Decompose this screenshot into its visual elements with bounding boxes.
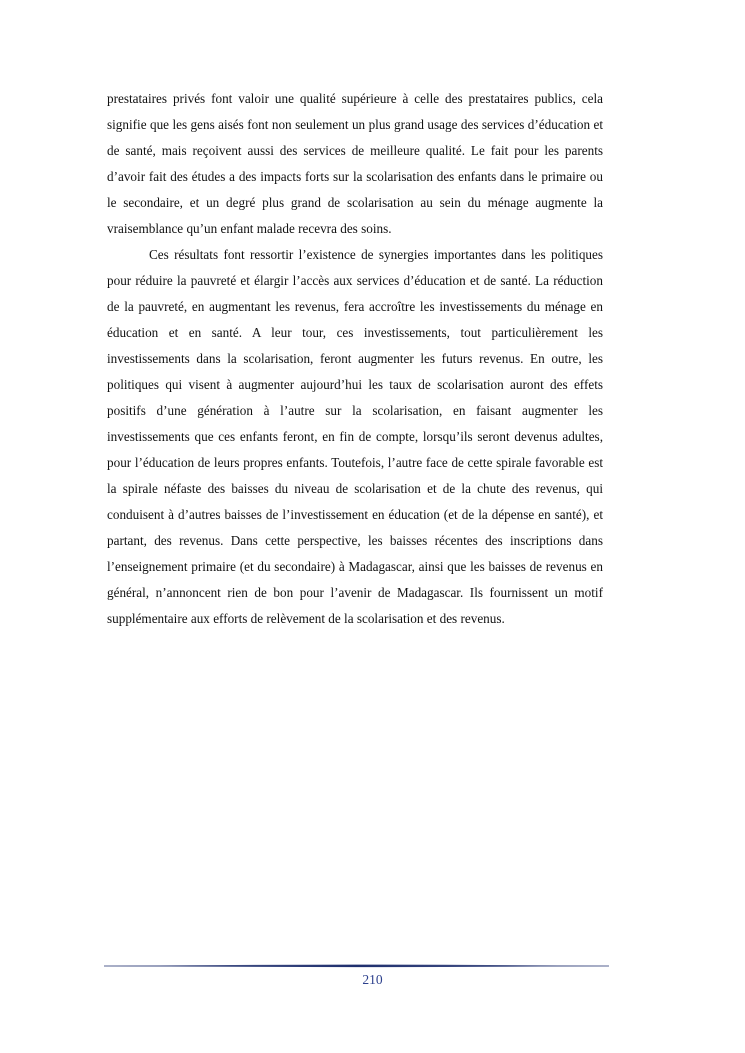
paragraph-continued: prestataires privés font valoir une qualité supérieure à celle des prestataires publics, cela signifie que les gens aisés font non seulement un plus grand usage des services d’éducation et de santé, mais reçoivent aussi des services de meilleure qualité. Le fait pour les parents d’avoir fait des études a des impacts forts sur la scolarisation des enfants dans le primaire ou le secondaire, et un degré plus grand de scolarisation au sein du ménage augmente la vraisemblance qu’un enfant malade recevra des soins. [107,91,603,236]
paragraph-synergies: Ces résultats font ressortir l’existence de synergies importantes dans les politiques pour réduire la pauvreté et élargir l’accès aux services d’éducation et de santé. La réduction de la pauvreté, en augmentant les revenus, fera accroître les investissements du ménage en éducation et en santé. A leur tour, ces investissements, tout particulièrement les investissements dans la scolarisation, feront augmenter les futurs revenus. En outre, les politiques qui visent à augmenter aujourd’hui les taux de scolarisation auront des effets positifs d’une génération à l’autre sur la scolarisation, en faisant augmenter les investissements que ces enfants feront, en fin de compte, lorsqu’ils seront devenus adultes, pour l’éducation de leurs propres enfants. Toutefois, l’autre face de cette spirale favorable est la spirale néfaste des baisses du niveau de scolarisation et de la chute des revenus, qui conduisent à d’autres baisses de l’investissement en éducation (et de la dépense en santé), et partant, des revenus. Dans cette perspective, les baisses récentes des inscriptions dans l’enseignement primaire (et du secondaire) à Madagascar, ainsi que les baisses de revenus en général, n’annoncent rien de bon pour l’avenir de Madagascar. Ils fournissent un motif supplémentaire aux efforts de relèvement de la scolarisation et des revenus. [107,247,603,626]
page-number: 210 [362,972,383,987]
footer-rule [104,962,609,970]
body-text [107,86,603,632]
